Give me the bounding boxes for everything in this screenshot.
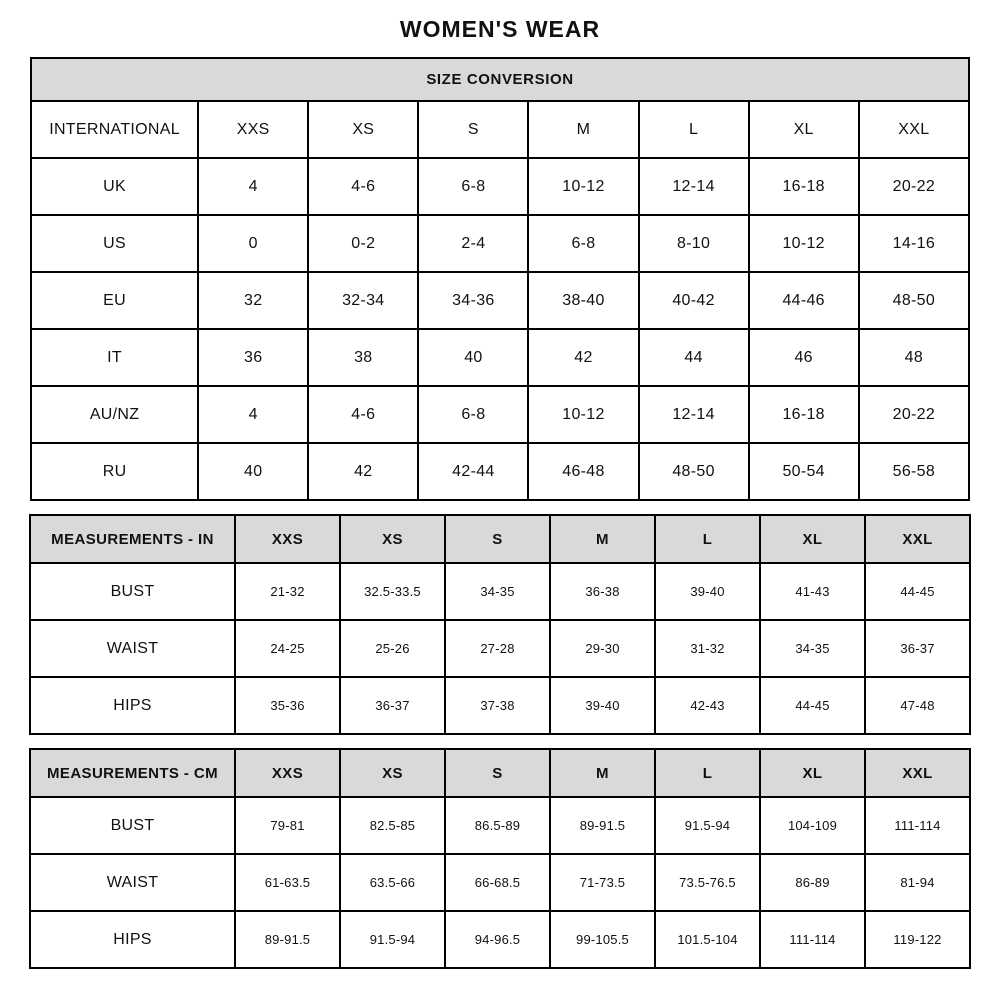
table-cell: 42-43 xyxy=(655,677,760,734)
corner-header: INTERNATIONAL xyxy=(31,101,198,158)
table-cell: 99-105.5 xyxy=(550,911,655,968)
table-row xyxy=(30,563,970,620)
table-cell: 24-25 xyxy=(235,620,340,677)
table-cell: 4 xyxy=(198,158,308,215)
table-cell: 89-91.5 xyxy=(235,911,340,968)
table-cell: 4-6 xyxy=(308,386,418,443)
table-cell: 2-4 xyxy=(418,215,528,272)
table-cell: 10-12 xyxy=(749,215,859,272)
table-cell: 6-8 xyxy=(418,386,528,443)
table-cell: 91.5-94 xyxy=(655,797,760,854)
table-cell: 44 xyxy=(639,329,749,386)
table-cell: 44-46 xyxy=(749,272,859,329)
table-cell: 104-109 xyxy=(760,797,865,854)
row-header: BUST xyxy=(30,797,235,854)
table-cell: 36-37 xyxy=(340,677,445,734)
column-header: XS xyxy=(308,101,418,158)
table-cell: 71-73.5 xyxy=(550,854,655,911)
column-header: L xyxy=(655,749,760,797)
table-cell: 46 xyxy=(749,329,859,386)
column-header: XL xyxy=(749,101,859,158)
table-cell: 101.5-104 xyxy=(655,911,760,968)
table-cell: 47-48 xyxy=(865,677,970,734)
row-header: WAIST xyxy=(30,620,235,677)
table-cell: 63.5-66 xyxy=(340,854,445,911)
table-cell: 38 xyxy=(308,329,418,386)
table-cell: 61-63.5 xyxy=(235,854,340,911)
table-cell: 29-30 xyxy=(550,620,655,677)
column-header: M xyxy=(528,101,638,158)
table-cell: 34-35 xyxy=(760,620,865,677)
table-cell: 4 xyxy=(198,386,308,443)
table-cell: 12-14 xyxy=(639,386,749,443)
table-row xyxy=(31,443,969,500)
column-header: XS xyxy=(340,749,445,797)
table-cell: 48-50 xyxy=(859,272,969,329)
table-cell: 40 xyxy=(418,329,528,386)
table-cell: 27-28 xyxy=(445,620,550,677)
table-row xyxy=(31,158,969,215)
table-cell: 20-22 xyxy=(859,158,969,215)
row-header: RU xyxy=(31,443,198,500)
column-header: XL xyxy=(760,749,865,797)
row-header: HIPS xyxy=(30,677,235,734)
table-cell: 10-12 xyxy=(528,158,638,215)
table-cell: 41-43 xyxy=(760,563,865,620)
row-header: EU xyxy=(31,272,198,329)
corner-header: MEASUREMENTS - CM xyxy=(30,749,235,797)
table-row xyxy=(31,329,969,386)
table-cell: 119-122 xyxy=(865,911,970,968)
column-header: XXS xyxy=(235,515,340,563)
measurements-cm-table xyxy=(29,748,971,969)
table-cell: 4-6 xyxy=(308,158,418,215)
table-cell: 86-89 xyxy=(760,854,865,911)
measurements-in-table xyxy=(29,514,971,735)
table-cell: 48-50 xyxy=(639,443,749,500)
column-header: XL xyxy=(760,515,865,563)
table-row xyxy=(30,677,970,734)
table-cell: 20-22 xyxy=(859,386,969,443)
table-cell: 14-16 xyxy=(859,215,969,272)
table-cell: 12-14 xyxy=(639,158,749,215)
row-header: IT xyxy=(31,329,198,386)
column-header: S xyxy=(418,101,528,158)
table-cell: 16-18 xyxy=(749,158,859,215)
table-cell: 25-26 xyxy=(340,620,445,677)
table-cell: 10-12 xyxy=(528,386,638,443)
table-cell: 56-58 xyxy=(859,443,969,500)
table-cell: 66-68.5 xyxy=(445,854,550,911)
table-row xyxy=(31,215,969,272)
table-cell: 6-8 xyxy=(528,215,638,272)
table-cell: 86.5-89 xyxy=(445,797,550,854)
table-row xyxy=(31,272,969,329)
table-cell: 46-48 xyxy=(528,443,638,500)
table-cell: 32-34 xyxy=(308,272,418,329)
column-header: S xyxy=(445,749,550,797)
table-cell: 21-32 xyxy=(235,563,340,620)
table-cell: 35-36 xyxy=(235,677,340,734)
table-cell: 111-114 xyxy=(760,911,865,968)
table-cell: 48 xyxy=(859,329,969,386)
corner-header: MEASUREMENTS - IN xyxy=(30,515,235,563)
row-header: BUST xyxy=(30,563,235,620)
table-cell: 38-40 xyxy=(528,272,638,329)
table-cell: 50-54 xyxy=(749,443,859,500)
table-row xyxy=(30,854,970,911)
table-cell: 42-44 xyxy=(418,443,528,500)
table-cell: 82.5-85 xyxy=(340,797,445,854)
row-header: US xyxy=(31,215,198,272)
table-cell: 31-32 xyxy=(655,620,760,677)
table-cell: 42 xyxy=(308,443,418,500)
column-header: XS xyxy=(340,515,445,563)
table-cell: 8-10 xyxy=(639,215,749,272)
column-header: XXL xyxy=(865,515,970,563)
table-cell: 6-8 xyxy=(418,158,528,215)
table-cell: 81-94 xyxy=(865,854,970,911)
column-header: S xyxy=(445,515,550,563)
size-conversion-table xyxy=(30,57,970,501)
table-cell: 42 xyxy=(528,329,638,386)
column-header: M xyxy=(550,749,655,797)
table-cell: 0 xyxy=(198,215,308,272)
table-cell: 79-81 xyxy=(235,797,340,854)
table-cell: 44-45 xyxy=(865,563,970,620)
table-cell: 36 xyxy=(198,329,308,386)
page-title: WOMEN'S WEAR xyxy=(399,16,601,42)
table-cell: 37-38 xyxy=(445,677,550,734)
table-cell: 36-38 xyxy=(550,563,655,620)
table-cell: 39-40 xyxy=(550,677,655,734)
column-header: XXS xyxy=(198,101,308,158)
table-cell: 44-45 xyxy=(760,677,865,734)
column-header: M xyxy=(550,515,655,563)
row-header: UK xyxy=(31,158,198,215)
table-cell: 89-91.5 xyxy=(550,797,655,854)
table-cell: 34-35 xyxy=(445,563,550,620)
table-cell: 91.5-94 xyxy=(340,911,445,968)
table-cell: 32.5-33.5 xyxy=(340,563,445,620)
table-row xyxy=(30,797,970,854)
column-header: XXL xyxy=(865,749,970,797)
column-header: L xyxy=(655,515,760,563)
row-header: WAIST xyxy=(30,854,235,911)
table-cell: 40 xyxy=(198,443,308,500)
table-cell: 40-42 xyxy=(639,272,749,329)
table-cell: 36-37 xyxy=(865,620,970,677)
table-cell: 32 xyxy=(198,272,308,329)
table-title: SIZE CONVERSION xyxy=(31,58,969,101)
table-cell: 16-18 xyxy=(749,386,859,443)
column-header: XXS xyxy=(235,749,340,797)
table-cell: 94-96.5 xyxy=(445,911,550,968)
table-row xyxy=(30,620,970,677)
table-cell: 39-40 xyxy=(655,563,760,620)
table-cell: 111-114 xyxy=(865,797,970,854)
row-header: HIPS xyxy=(30,911,235,968)
table-row xyxy=(30,911,970,968)
row-header: AU/NZ xyxy=(31,386,198,443)
table-cell: 34-36 xyxy=(418,272,528,329)
table-cell: 0-2 xyxy=(308,215,418,272)
column-header: L xyxy=(639,101,749,158)
column-header: XXL xyxy=(859,101,969,158)
table-row xyxy=(31,386,969,443)
table-cell: 73.5-76.5 xyxy=(655,854,760,911)
